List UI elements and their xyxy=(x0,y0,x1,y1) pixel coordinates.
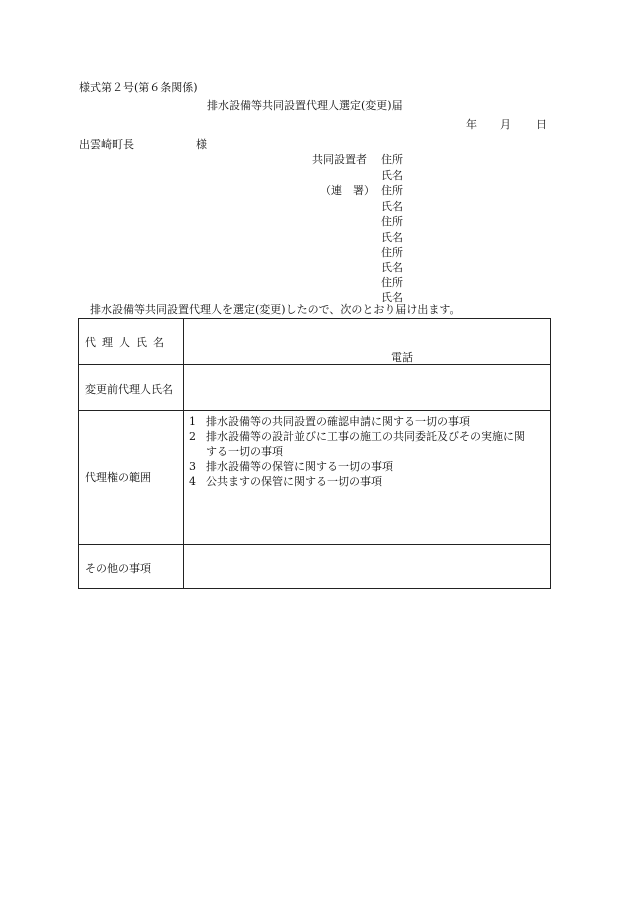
scope-item-text: 排水設備等の共同設置の確認申請に関する一切の事項 xyxy=(206,415,470,428)
coowner-label: 共同設置者 xyxy=(312,153,367,166)
previous-agent-label: 変更前代理人氏名 xyxy=(85,383,173,396)
scope-item-number: 4 xyxy=(189,475,196,488)
document-title: 排水設備等共同設置代理人選定(変更)届 xyxy=(207,99,403,112)
signatory-name-field: 氏名 xyxy=(381,291,403,304)
signatory-name-field: 氏名 xyxy=(381,169,403,182)
date-month-label: 月 xyxy=(500,118,511,131)
column-divider xyxy=(183,319,184,364)
agent-name-row xyxy=(79,319,550,365)
addressee-name: 出雲崎町長 xyxy=(79,138,134,151)
form-number-label: 様式第２号(第６条関係) xyxy=(79,81,198,94)
date-year-label: 年 xyxy=(466,118,477,131)
authority-scope-label: 代理権の範囲 xyxy=(85,471,151,484)
other-matters-label: その他の事項 xyxy=(85,562,151,575)
signatory-address-field: 住所 xyxy=(381,215,403,228)
scope-item-text: 排水設備等の設計並びに工事の施工の共同委託及びその実施に関 xyxy=(206,430,525,443)
joint-signature-label: （連 署） xyxy=(320,184,375,197)
authority-scope-row xyxy=(79,411,550,545)
scope-item-text-continued: する一切の事項 xyxy=(206,445,283,458)
column-divider xyxy=(183,411,184,544)
previous-agent-row xyxy=(79,365,550,411)
scope-item-number: 3 xyxy=(189,460,196,473)
signatory-address-field: 住所 xyxy=(381,153,403,166)
intro-statement: 排水設備等共同設置代理人を選定(変更)したので、次のとおり届け出ます。 xyxy=(90,303,461,316)
scope-item-text: 排水設備等の保管に関する一切の事項 xyxy=(206,460,393,473)
signatory-address-field: 住所 xyxy=(381,276,403,289)
scope-item-text: 公共ますの保管に関する一切の事項 xyxy=(206,475,382,488)
other-matters-row xyxy=(79,545,550,588)
phone-label: 電話 xyxy=(391,351,413,364)
scope-item-number: 2 xyxy=(189,430,196,443)
column-divider xyxy=(183,545,184,588)
signatory-name-field: 氏名 xyxy=(381,231,403,244)
signatory-name-field: 氏名 xyxy=(381,261,403,274)
date-day-label: 日 xyxy=(536,118,547,131)
signatory-name-field: 氏名 xyxy=(381,200,403,213)
scope-item-number: 1 xyxy=(189,415,196,428)
signatory-address-field: 住所 xyxy=(381,184,403,197)
form-table xyxy=(78,318,551,589)
column-divider xyxy=(183,365,184,410)
signatory-address-field: 住所 xyxy=(381,246,403,259)
agent-name-label: 代理人氏名 xyxy=(85,336,170,349)
addressee-honorific: 様 xyxy=(196,138,207,151)
